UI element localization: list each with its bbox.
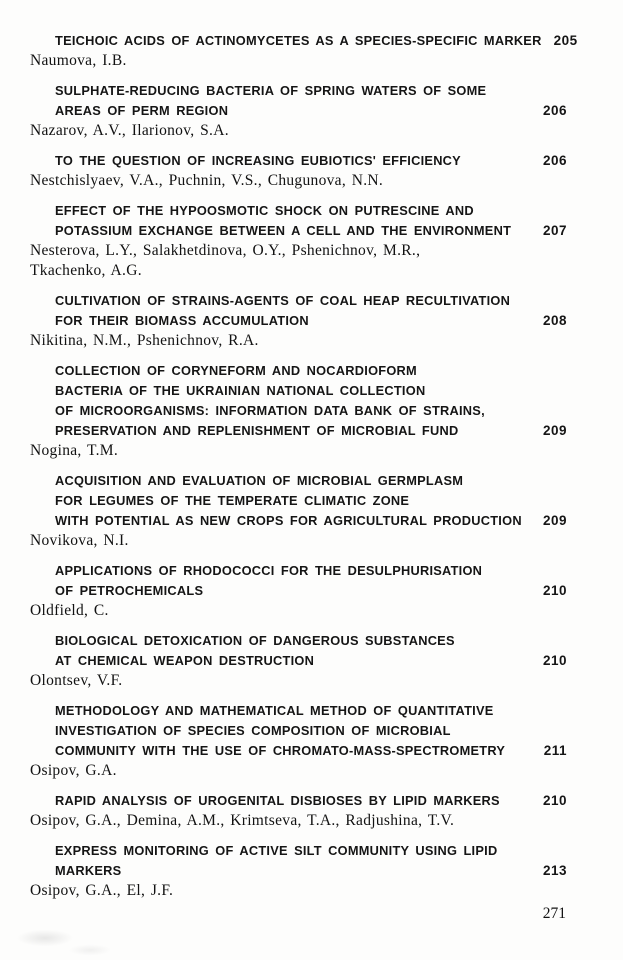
entry-title-text: FOR LEGUMES OF THE TEMPERATE CLIMATIC ZONE bbox=[55, 493, 410, 508]
entry-title-line bbox=[30, 81, 567, 101]
entry-title-text: MARKERS bbox=[55, 863, 122, 878]
entry-page-number: 210 bbox=[542, 793, 567, 808]
entry-title-text: RAPID ANALYSIS OF UROGENITAL DISBIOSES BY LIPID MARKERS bbox=[55, 793, 500, 808]
entry-title-text: COLLECTION OF CORYNEFORM AND NOCARDIOFORM bbox=[55, 363, 417, 378]
toc-entry bbox=[30, 81, 567, 141]
entry-authors: Novikova, N.I. bbox=[30, 532, 129, 549]
entry-title-text: FOR THEIR BIOMASS ACCUMULATION bbox=[55, 313, 309, 328]
toc-entries bbox=[30, 0, 578, 901]
toc-entry bbox=[30, 151, 567, 191]
entry-page-number: 210 bbox=[542, 653, 567, 668]
entry-title-line bbox=[30, 631, 567, 651]
toc-entry bbox=[30, 31, 578, 71]
entry-title-text: TO THE QUESTION OF INCREASING EUBIOTICS' EFFICIENCY bbox=[55, 153, 461, 168]
entry-title-line bbox=[30, 741, 567, 761]
entry-title-line bbox=[30, 841, 567, 861]
entry-authors: Nestchislyaev, V.A., Puchnin, V.S., Chugunova, N.N. bbox=[30, 172, 384, 189]
entry-title-line bbox=[30, 151, 567, 171]
entry-page-number: 213 bbox=[542, 863, 567, 878]
entry-page-number: 205 bbox=[553, 33, 578, 48]
entry-title-line bbox=[30, 861, 567, 881]
entry-title-line bbox=[30, 471, 567, 491]
entry-page-number: 206 bbox=[542, 153, 567, 168]
entry-authors: Osipov, G.A. bbox=[30, 762, 117, 779]
entry-authors: Nogina, T.M. bbox=[30, 442, 119, 459]
entry-title-text: PRESERVATION AND REPLENISHMENT OF MICROBIAL FUND bbox=[55, 423, 459, 438]
entry-title-text: METHODOLOGY AND MATHEMATICAL METHOD OF QUANTITATIVE bbox=[55, 703, 494, 718]
entry-title-line bbox=[30, 311, 567, 331]
page-footer-number: 271 bbox=[542, 905, 566, 922]
entry-title-line bbox=[30, 401, 567, 421]
entry-title-line bbox=[30, 291, 567, 311]
toc-entry bbox=[30, 631, 567, 691]
entry-page-number: 208 bbox=[542, 313, 567, 328]
toc-entry bbox=[30, 471, 567, 551]
entry-page-number: 207 bbox=[542, 223, 567, 238]
entry-title-text: INVESTIGATION OF SPECIES COMPOSITION OF MICROBIAL bbox=[55, 723, 451, 738]
entry-title-line bbox=[30, 221, 567, 241]
entry-title-text: AT CHEMICAL WEAPON DESTRUCTION bbox=[55, 653, 315, 668]
entry-title-line bbox=[30, 721, 567, 741]
toc-entry bbox=[30, 361, 567, 461]
entry-title-line bbox=[30, 201, 567, 221]
entry-title-line bbox=[30, 421, 567, 441]
entry-title-text: AREAS OF PERM REGION bbox=[55, 103, 229, 118]
entry-title-text: SULPHATE-REDUCING BACTERIA OF SPRING WATERS OF SOME bbox=[55, 83, 487, 98]
entry-page-number: 206 bbox=[542, 103, 567, 118]
entry-title-line bbox=[30, 561, 567, 581]
entry-authors: Oldfield, C. bbox=[30, 602, 109, 619]
toc-entry bbox=[30, 561, 567, 621]
entry-authors: Olontsev, V.F. bbox=[30, 672, 123, 689]
entry-title-line bbox=[30, 491, 567, 511]
entry-title-line bbox=[30, 701, 567, 721]
entry-authors: Osipov, G.A., El, J.F. bbox=[30, 882, 174, 899]
entry-title-text: OF MICROORGANISMS: INFORMATION DATA BANK OF STRAINS, bbox=[55, 403, 485, 418]
entry-title-line bbox=[30, 581, 567, 601]
entry-page-number: 209 bbox=[542, 423, 567, 438]
entry-title-text: TEICHOIC ACIDS OF ACTINOMYCETES AS A SPECIES-SPECIFIC MARKER bbox=[55, 33, 542, 48]
toc-entry bbox=[30, 201, 567, 281]
entry-title-line bbox=[30, 381, 567, 401]
entry-title-text: ACQUISITION AND EVALUATION OF MICROBIAL GERMPLASM bbox=[55, 473, 464, 488]
entry-title-text: EXPRESS MONITORING OF ACTIVE SILT COMMUNITY USING LIPID bbox=[55, 843, 498, 858]
entry-authors: Tkachenko, A.G. bbox=[30, 262, 142, 279]
entry-authors: Naumova, I.B. bbox=[30, 52, 127, 69]
toc-entry bbox=[30, 291, 567, 351]
entry-title-text: EFFECT OF THE HYPOOSMOTIC SHOCK ON PUTRESCINE AND bbox=[55, 203, 474, 218]
entry-page-number: 209 bbox=[542, 513, 567, 528]
toc-entry bbox=[30, 841, 567, 901]
toc-entry bbox=[30, 791, 567, 831]
entry-title-text: APPLICATIONS OF RHODOCOCCI FOR THE DESULPHURISATION bbox=[55, 563, 483, 578]
entry-title-line bbox=[30, 101, 567, 121]
entry-authors: Nikitina, N.M., Pshenichnov, R.A. bbox=[30, 332, 259, 349]
entry-title-text: WITH POTENTIAL AS NEW CROPS FOR AGRICULTURAL PRODUCTION bbox=[55, 513, 522, 528]
entry-page-number: 211 bbox=[543, 743, 567, 758]
entry-title-line bbox=[30, 361, 567, 381]
entry-authors: Nesterova, L.Y., Salakhetdinova, O.Y., Pshenichnov, M.R., bbox=[30, 242, 421, 259]
entry-authors: Osipov, G.A., Demina, A.M., Krimtseva, T.A., Radjushina, T.V. bbox=[30, 812, 455, 829]
entry-title-line bbox=[30, 511, 567, 531]
entry-title-text: OF PETROCHEMICALS bbox=[55, 583, 204, 598]
entry-title-line bbox=[30, 651, 567, 671]
toc-entry bbox=[30, 701, 567, 781]
entry-authors: Nazarov, A.V., Ilarionov, S.A. bbox=[30, 122, 229, 139]
entry-title-text: BIOLOGICAL DETOXICATION OF DANGEROUS SUBSTANCES bbox=[55, 633, 455, 648]
entry-title-text: BACTERIA OF THE UKRAINIAN NATIONAL COLLECTION bbox=[55, 383, 426, 398]
entry-title-text: CULTIVATION OF STRAINS-AGENTS OF COAL HEAP RECULTIVATION bbox=[55, 293, 511, 308]
entry-title-line bbox=[30, 791, 567, 811]
entry-title-text: COMMUNITY WITH THE USE OF CHROMATO-MASS-SPECTROMETRY bbox=[55, 743, 506, 758]
entry-title-text: POTASSIUM EXCHANGE BETWEEN A CELL AND THE ENVIRONMENT bbox=[55, 223, 512, 238]
entry-title-line bbox=[30, 31, 578, 51]
entry-page-number: 210 bbox=[542, 583, 567, 598]
